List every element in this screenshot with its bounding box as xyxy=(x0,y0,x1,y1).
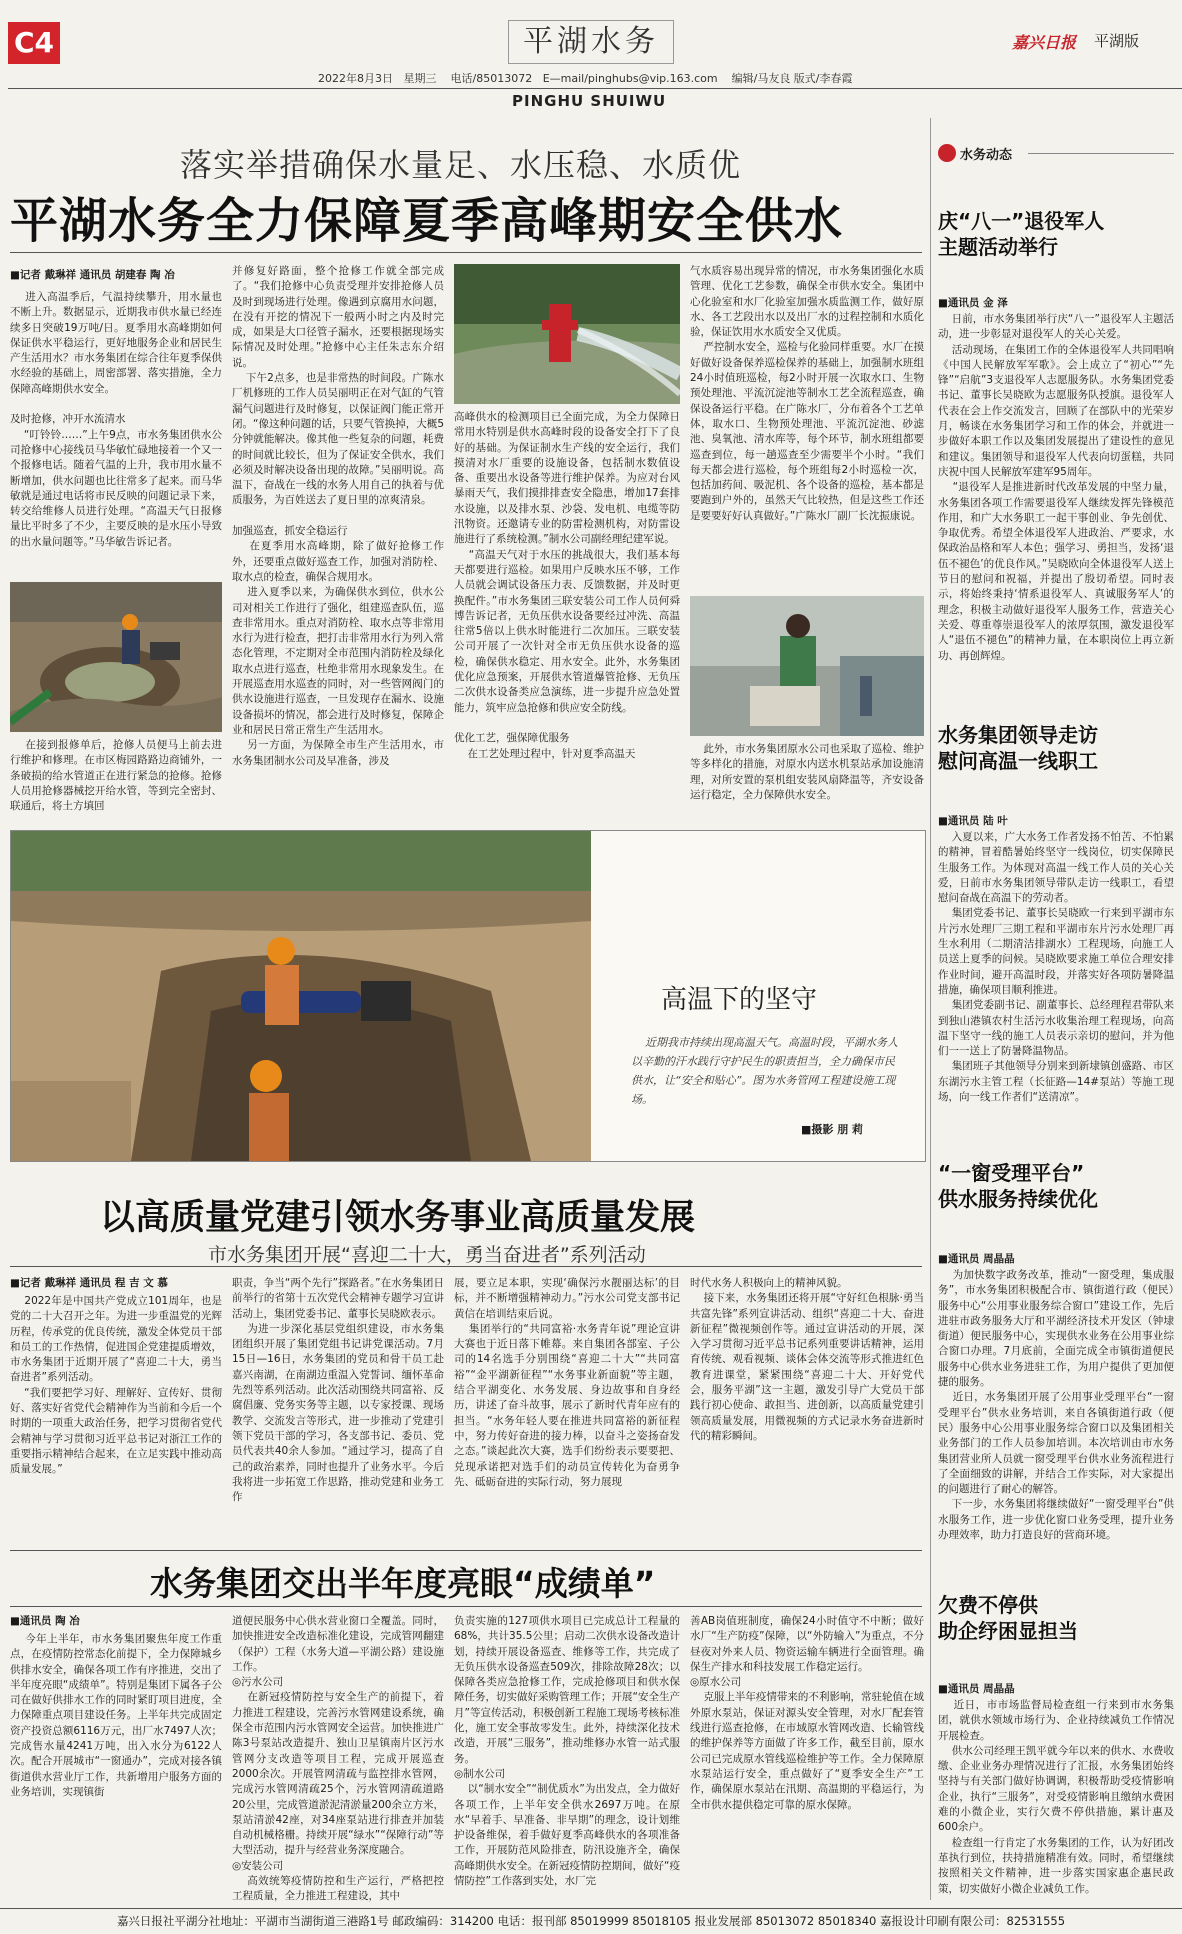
testing-photo-svg xyxy=(690,596,924,736)
lead-col4-top: 气水质容易出现异常的情况，市水务集团强化水质管理、优化工艺参数，确保全市供水安全。集团中心化验室和水厂化验室加强水质监测工作，做好原水、各工艺段出水以及出厂水的过程控制和水质化验，保证饮用水水质安全又优质。 严控制水安全，巡检与化验同样重要。水厂在摸好做好设备保养巡检保养的基础上，加强制水班组24小时值班巡检，每2小时开展一次取水口、生物预处理池、平流沉淀池等制水工艺全流程巡查，确保设备运行平稳。在广陈水厂，分布着各个工艺单体，取水口、生物预处理池、平流沉淀池、砂滤池、臭氧池、清水库等，每个环节，制水班组都要巡查到位，每一趟巡查至少需要半个小时。“我们每天都会进行巡检，每个班组每2小时巡检一次，包括加药间、吸泥机、各个设备的巡检，基本都是要跑到户外的，虽然天气比较热，但是这些工作还是要要好好认真做好。”广陈水厂副厂长沈振康说。 xyxy=(690,265,924,522)
story2-rule xyxy=(10,1266,922,1267)
lead-col1-bottom: 在接到报修单后，抢修人员便马上前去进行维护和修理。在市区梅园路路边商铺外，一条破损的给水管道正在进行紧急的抢修。抢修人员用抢修器械挖开给水管，等到完全密封、联通后，将土方填回 xyxy=(10,739,222,813)
feature-photo xyxy=(11,831,591,1161)
lead-col3: 高峰供水的检测项目已全面完成，为全力保障日常用水特别是供水高峰时段的设备安全打下了良好的基础。为保证制水生产线的安全运行，我们摸清对水厂重要的设施设备，包括制水数值设备、重要出水设备等进行维护保养。为应对台风暴雨天气，我们摸排排查安全隐患，增加17套排水设施，以及排水泵、沙袋、发电机、电缆等防汛物资。还邀请专业的防雷检测机构，对防雷设施进行了系统检测。”制水公司副经理纪建军说。 “高温天气对于水压的挑战很大，我们基本每天都要进行巡检。如果用户反映水压不够，工作人员就会调试设备压力表、反馈数据，并及时更换配件。”市水务集团三联安装公司工作人员何舜博告诉记者，无负压供水设备要经过冲洗、高温往常5倍以上供水时能进行二次加压。三联安装公司开展了一次针对全市无负压供水设备的巡检，确保供水稳定、用水安全。此外，水务集团优化应急预案，开展供水管道爆管抢修、无负压二次供水设备类应急演练，进一步提升应急处置能力，筑牢应急抢修和供应安全防线。 优化工艺，强保障优服务 在工艺处理过程中，针对夏季高温天 xyxy=(454,411,680,760)
section-title: 平湖水务 xyxy=(508,20,674,64)
testing-photo xyxy=(690,596,924,736)
sidebar-news3-title: “一窗受理平台” 供水服务持续优化 xyxy=(938,1161,1098,1211)
weekday: 星期三 xyxy=(403,72,437,85)
sidebar-divider xyxy=(930,118,931,1900)
sidebar-news2-title: 水务集团领导走访 慰问高温一线职工 xyxy=(938,723,1098,773)
sidebar-news4-byline: ■通讯员 周晶晶 xyxy=(938,1683,1015,1695)
edition-label: 平湖版 xyxy=(1094,32,1140,50)
sidebar-header xyxy=(938,144,1174,162)
date: 2022年8月3日 xyxy=(318,72,393,85)
story3-col2: 道便民服务中心供水营业窗口全覆盖。同时，加快推进安全改造标准化建设，完成管网翻建（保护）工程（水务大道—平湖公路）建设施工作。 ◎污水公司 在新冠疫情防控与安全生产的前提下，着力推进工程建设，完善污水管网建设系统，确保全市范围内污水管网安全运营。加快推进广陈3号泵站改造提升、独山卫星镇南片区污水管网分支改造等项目工程，完成开展巡查2000余次。开展管网清疏与监控排水管网，完成污水管网清疏25个，污水管网清疏道路20公里，完成管道淤泥清淤量200余立方米，泵站清淤42座，对34座泵站进行排查并加装自动机械格栅。持续开展“绿水”“保障行动”等大型活动，提升与经营业务深度融合。 ◎安装公司 高效统筹疫情防控和生产运行，严格把控工程质量，全力推进工程建设，其中 xyxy=(232,1615,444,1902)
repair-photo xyxy=(10,582,222,732)
story2-col1: 2022年是中国共产党成立101周年，也是党的二十大召开之年。为进一步重温党的光辉历程，传承党的优良传统，激发全体党员干部和员工的工作热情，促进国企党建提质增效，市水务集团于近期开展了“喜迎二十大，勇当奋进者”系列活动。 “我们要把学习好、理解好、宣传好、贯彻好、落实好省党代会精神作为当前和今后一个时期的一项重大政治任务，把学习贯彻省党代会精神与学习贯彻习近平总书记对浙江工作的重要指示精神结合起来，在立足实践中推动高质量发展。” xyxy=(10,1295,222,1476)
story3-col4: 善AB岗值班制度，确保24小时值守不中断；做好水厂“生产防疫”保障，以“外防输入”为重点，不分昼夜对外来人员、物资运输车辆进行全面管理。确保生产排水和科技发展工作稳定运行。 ◎原水公司 克服上半年疫情带来的不利影响，常驻轮值在域外原水泵站，保证对源头安全管理，对水厂配套管线进行巡查抢修，在市域原水管网改造、长输管线的维护保养等方面做了许多工作，截至目前，原水公司已完成原水管线巡检维护等工作。全力保障原水泵站运行安全，重点做好了“夏季安全生产”工作，确保原水泵站在汛期、高温期的平稳运行，为全市供水提供稳定可靠的原水保障。 xyxy=(690,1615,924,1811)
paper-name: 嘉兴日报 xyxy=(1012,33,1077,52)
masthead-rule xyxy=(8,88,1182,89)
lead-title-rule xyxy=(10,252,922,253)
sidebar-news2-body: 入夏以来，广大水务工作者发扬不怕苦、不怕累的精神，冒着酷暑始终坚守一线岗位，切实保障民生服务工作。为体现对高温一线工作人员的关心关爱，日前市水务集团领导带队走访一线职工，看望慰问奋战在高温下的劳动者。 集团党委书记、董事长吴晓欧一行来到平湖市东片污水处理厂三期工程和平湖市东片污水处理厂再生水利用（二期清洁排湖水）工程现场，向施工人员送上夏季的问候。吴晓欧要求施工单位合理安排作业时间，避开高温时段，并落实好各项防暑降温措施，确保项目顺利推进。 集团党委副书记、副董事长、总经理程君带队来到独山港镇农村生活污水收集治理工程现场，向高温下坚守一线的施工人员表示亲切的慰问，并为他们一一送上了防暑降温物品。 集团班子其他领导分别来到新埭镇创盛路、市区东湖污水主管工程（长征路—14#泵站）等施工现场，向一线工作者们“送清凉”。 xyxy=(938,831,1174,1104)
story3-title: 水务集团交出半年度亮眼“成绩单” xyxy=(150,1564,656,1603)
section-pinyin: PINGHU SHUIWU xyxy=(512,92,667,110)
sidebar-tag-dot-icon xyxy=(938,144,956,162)
lead-title: 平湖水务全力保障夏季高峰期安全供水 xyxy=(10,193,844,249)
story2-subtitle: 市水务集团开展“喜迎二十大，勇当奋进者”系列活动 xyxy=(208,1244,646,1266)
feature-title: 高温下的坚守 xyxy=(661,985,818,1015)
feature-caption: 近期我市持续出现高温天气。高温时段，平湖水务人以辛勤的汗水践行守护民生的职责担当，全力确保市民供水，让“安全和贴心”。图为水务管网工程建设施工现场。 xyxy=(631,1036,898,1106)
sidebar-news4-body: 近日，市市场监督局检查组一行来到市水务集团，就供水领域市场行为、企业持续减负工作情况开展检查。 供水公司经理王凯平就今年以来的供水、水费收缴、企业业务办理情况进行了汇报，水务集团始终坚持与有关部门做好协调调，积极帮助受疫情影响企业，执行“三服务”，对受疫情影响且缴纳水费困难的小微企业，实行欠费不停供措施，累计惠及600余户。 检查组一行肯定了水务集团的工作，认为好团改革执行到位，扶持措施精准有效。同时，希望继续按照相关文件精神，进一步落实国家惠企惠民政策，切实做好小微企业减负工作。 xyxy=(938,1699,1174,1895)
story3-col3: 负责实施的127项供水项目已完成总计工程量的68%，共计35.5公里；启动二次供水设备改造计划，持续开展设备巡查、维修等工作，共完成了无负压供水设备巡查509次，排除故障28次；以保障各类应急抢修工作，完成抢修项目和供水保障任务，切实做好采购管理工作；开展“安全生产月”等宣传活动，积极创新工程施工现场考核标准化，施工安全事故零发生。此外，持续深化技术改造，开展“三服务”，推动维修办水管一站式服务。 ◎制水公司 以“制水安全”“制优质水”为出发点，全力做好各项工作，上半年安全供水2697万吨。在原水“早着手、早准备、非旱期”的理念，设计划维护设备维保，着手做好夏季高峰供水的各项准备工作，开展防范风险排查，防汛设施齐全，确保高峰期供水安全。在新冠疫情防控期间，做好“疫情防控”工作落到实处，水厂完 xyxy=(454,1615,680,1888)
sidebar-news1-byline: ■通讯员 金 泽 xyxy=(938,297,1008,309)
sidebar-tag-rule xyxy=(1028,153,1174,154)
story2-title: 以高质量党建引领水务事业高质量发展 xyxy=(100,1197,696,1238)
sidebar-news4-title: 欠费不停供 助企纾困显担当 xyxy=(938,1593,1078,1643)
story2-col2: 职责，争当“两个先行”探路者。”在水务集团日前举行的省第十五次党代会精神专题学习宣讲活动上，集团党委书记、董事长吴晓欧表示。 为进一步深化基层党组织建设，市水务集团组织开展了集团党组书记讲党课活动。7月15日—16日，水务集团的党员和骨干员工赴嘉兴南湖，在南湖边重温入党誓词、缅怀革命先烈等系列活动。此次活动围绕共同富裕、反腐倡廉、党务实务等主题，以专家授课、现场教学、交流发言等形式，进一步推动了党建引领下党员干部的学习，各支部书记、委员、党员代表共40余人参加。“通过学习，提高了自己的政治素养，同时也提升了业务水平。今后我将进一步拓宽工作思路，推动党建和业务工作 xyxy=(232,1277,444,1504)
sidebar-tag: 水务动态 xyxy=(960,148,1013,163)
page-footer: 嘉兴日报社平湖分社地址：平湖市当湖街道三港路1号 邮政编码：314200 电话：报刊部 85019999 85018105 报业发展部 85013072 85018340 嘉报设计印刷有限公司：82531555 xyxy=(0,1908,1182,1934)
editors: 编辑/马友良 版式/李春霞 xyxy=(731,72,853,85)
story3-rule xyxy=(10,1606,922,1607)
story3-col1: 今年上半年，市水务集团聚焦年度工作重点，在疫情防控常态化前提下，全力保障城乡供排水安全，确保各项工作有序推进，交出了半年度亮眼“成绩单”。特别是集团下属各子公司在做好供排水工作的同时紧盯项目进度，全力保障重点项目建设任务。上半年共完成固定资产投资总额6116万元，出厂水7497人次；完成售水量4241万吨，出入水分为6122人次。配合开展城市“一窗通办”，完成对接各镇街道供水营业厅工作，共新增用户服务方面的业务培训，实现镇街 xyxy=(10,1633,222,1798)
feature-block xyxy=(10,830,926,1162)
hydrant-photo-svg xyxy=(454,264,680,404)
sidebar-news1-title: 庆“八一”退役军人 主题活动举行 xyxy=(938,209,1105,259)
feature-photo-svg xyxy=(11,831,591,1161)
lead-col4-bottom: 此外，市水务集团原水公司也采取了巡检、维护等多样化的措施，对原水内送水机泵站承加设施清理，对所安置的泵机组安装风扇降温等，齐安设备运行稳定，全力保障供水安全。 xyxy=(690,743,924,801)
phone: 电话/85013072 xyxy=(450,72,533,85)
feature-credit: ■摄影 朋 莉 xyxy=(801,1123,864,1136)
sidebar-news3-byline: ■通讯员 周晶晶 xyxy=(938,1253,1015,1265)
lead-col2: 并修复好路面，整个抢修工作就全部完成了。“我们抢修中心负责受理并安排抢修人员及时到现场进行处理。像遇到京腐用水问题，在没有开挖的情况下一般两小时之内及时完成，如果是大口径管子漏水，还要根据现场实际情况及时处理。”抢修中心主任朱志东介绍说。 下午2点多，也是非常热的时间段。广陈水厂机修班的工作人员吴丽明正在对气缸的气管漏气问题进行及时修复，以保证阀门能正常开闭。“像这种问题的话，只要气管换掉，大概5分钟就能解决。像其他一些复杂的问题，耗费的时间就比较长，但为了保证安全供水，我们必须及时解决设备出现的故障。”吴丽明说。高温下，奋战在一线的水务人用自己的执着与优质服务，为百姓送去了夏日里的凉爽清泉。 加强巡查，抓安全稳运行 在夏季用水高峰期，除了做好抢修工作外，还要重点做好巡查工作，加强对消防栓、取水点的检查，确保合规用水。 进入夏季以来，为确保供水到位，供水公司对相关工作进行了强化，组建巡查队伍，巡查非常用水。重点对消防栓、取水点等非常用水行为进行检查，把打击非常用水行为列入常态化管理，不定期对全市范围内消防栓及绿化取水点进行巡查，杜绝非常用水现象发生。在开展巡查用水巡查的同时，对一些管网阀门的供水设施进行巡查，一旦发现存在漏水、设施设备损坏的情况，都会进行及时修复，保障企业和居民日常正常生产生活用水。 另一方面，为保障全市生产生活用水，市水务集团制水公司及早准备，涉及 xyxy=(232,265,444,767)
sidebar-news2-byline: ■通讯员 陆 叶 xyxy=(938,815,1008,827)
sidebar-news3-body: 为加快数字政务改革，推动“一窗受理，集成服务”，市水务集团积极配合市、镇街道行政（便民）服务中心“公用事业服务综合窗口”建设工作，先后进驻市政务服务大厅和平湖经济技术开发区（钟埭街道）便民服务中心，实现供水业务在公用事业综合窗口办理。7月底前，全面完成全市镇街道便民服务中心供水业务进驻工作，为用户提供了更加便捷的服务。 近日，水务集团开展了公用事业受理平台“一窗受理平台”供水业务培训，来自各镇街道行政（便民）服务中心公用事业服务综合窗口以及集团相关业务部门的工作人员参加培训。本次培训由市水务集团营业所人员就一窗受理平台供水业务流程进行了全面细致的讲解，并结合工作实际，对大家提出的问题进行了耐心的解答。 下一步，水务集团将继续做好“一窗受理平台”供水服务工作，进一步优化窗口业务受理，提升业务办理效率，助力打造良好的营商环境。 xyxy=(938,1269,1174,1542)
sidebar-news1-body: 日前，市水务集团举行庆“八一”退役军人主题活动，进一步彰显对退役军人的关心关爱。 活动现场，在集团工作的全体退役军人共同唱响《中国人民解放军军歌》。会上成立了“初心”“先锋”“启航”3支退役军人志愿服务队。水务集团党委书记、董事长吴晓欧为志愿服务队授旗。退役军人代表在会上作交流发言，回顾了在部队中的光荣岁月，畅谈在水务集团学习和工作的体会，并就进一步做好本职工作以及集团发展提出了建设性的意见和建议。集团领导和退役军人代表向切蛋糕，共同庆祝中国人民解放军建军95周年。 “退役军人是推进新时代改革发展的中坚力量，水务集团各项工作需要退役军人继续发挥先锋模范作用，和广大水务职工一起干事创业、争先创优、争取优秀。希望全体退役军人进政治、严要求，水保政治品格和军人本色；强学习、勇担当，发扬‘退伍不褪色’的优良作风。”吴晓欧向全体退役军人送上节日的慰问和祝福，并提出了殷切希望。同时表示，将始终秉持‘情系退役军人、真诚服务军人’的理念，积极主动做好退役军人服务工作，营造关心关爱、尊重尊崇退役军人的浓厚氛围，激发退役军人“退伍不褪色”的精神力量，在本职岗位上再立新功、再创辉煌。 xyxy=(938,313,1174,662)
dateline xyxy=(318,70,853,86)
story2-byline: ■记者 戴琳祥 通讯员 程 吉 文 慕 xyxy=(10,1277,168,1289)
repair-photo-svg xyxy=(10,582,222,732)
story3-top-rule xyxy=(10,1550,922,1551)
page-number: C4 xyxy=(8,22,60,64)
story2-col4: 时代水务人积极向上的精神风貌。 接下来，水务集团还将开展“守好红色根脉·勇当共富先锋”系列宣讲活动、组织“喜迎二十大、奋进新征程”微视频创作等。通过宣讲活动的开展，深入学习贯彻习近平总书记系列重要讲话精神，运用育传统、观看视频、谈体会体交流等形式推进红色教育进课堂，紧紧围绕“喜迎二十大、开好党代会，服务平湖”这一主题，激发引导广大党员干部践行初心使命、敢担当、进创新，以高质量党建引领高质量发展，用微视频的方式记录水务奋进新时代的精彩瞬间。 xyxy=(690,1277,924,1442)
email: E—mail/pinghubs@vip.163.com xyxy=(542,72,718,85)
lead-subtitle: 落实举措确保水量足、水压稳、水质优 xyxy=(180,146,742,184)
story3-byline: ■通讯员 陶 冶 xyxy=(10,1615,80,1627)
lead-col1-top: 进入高温季后，气温持续攀升，用水量也不断上升。数据显示，近期我市供水量已经连续多日突破19万吨/日。夏季用水高峰期如何保证供水平稳运行，更好地服务企业和居民生产生活用水？市水务集团在综合往年夏季保供水经验的基础上，周密部署、落实措施，全力保障高峰期供水安全。 及时抢修，冲开水流清水 “叮铃铃……”上午9点，市水务集团供水公司抢修中心接线员马华敏忙碌地接着一个又一个报修电话。随着气温的上升，我市用水量不断增加，供水问题也比往常多了起来。而马华敏就是通过电话将市民反映的问题记录下来，转交给维修人员进行处理。“高温天气日报修量比平时多了不少，主要反映的是水压小导致的出水量问题等。”马华敏告诉记者。 xyxy=(10,291,222,548)
story2-col3: 展，要立足本职，实现‘确保污水靓丽达标’的目标，并不断增强精神动力。”污水公司党支部书记黄信在培训结束后说。 集团举行的“共同富裕·水务青年说”理论宣讲大赛也于近日落下帷幕。来自集团各部室、子公司的14名选手分别围绕“喜迎二十大”“共同富裕”“金平湖新征程”“水务事业新面貌”等主题，结合平湖变化、水务发展、身边故事和自身经历，讲述了奋斗故事，展示了新时代青年应有的担当。“水务年轻人要在推进共同富裕的新征程中，努力传好奋进的接力棒，以奋斗之姿扬奋发之态。”谈起此次大赛，选手们纷纷表示要要把、兑现承诺把对选手们的动员宣传转化为奋勇争先、砥砺奋进的实际行动，努力展现 xyxy=(454,1277,680,1488)
lead-byline: ■记者 戴琳祥 通讯员 胡建春 陶 冶 xyxy=(10,269,175,281)
hydrant-photo xyxy=(454,264,680,404)
